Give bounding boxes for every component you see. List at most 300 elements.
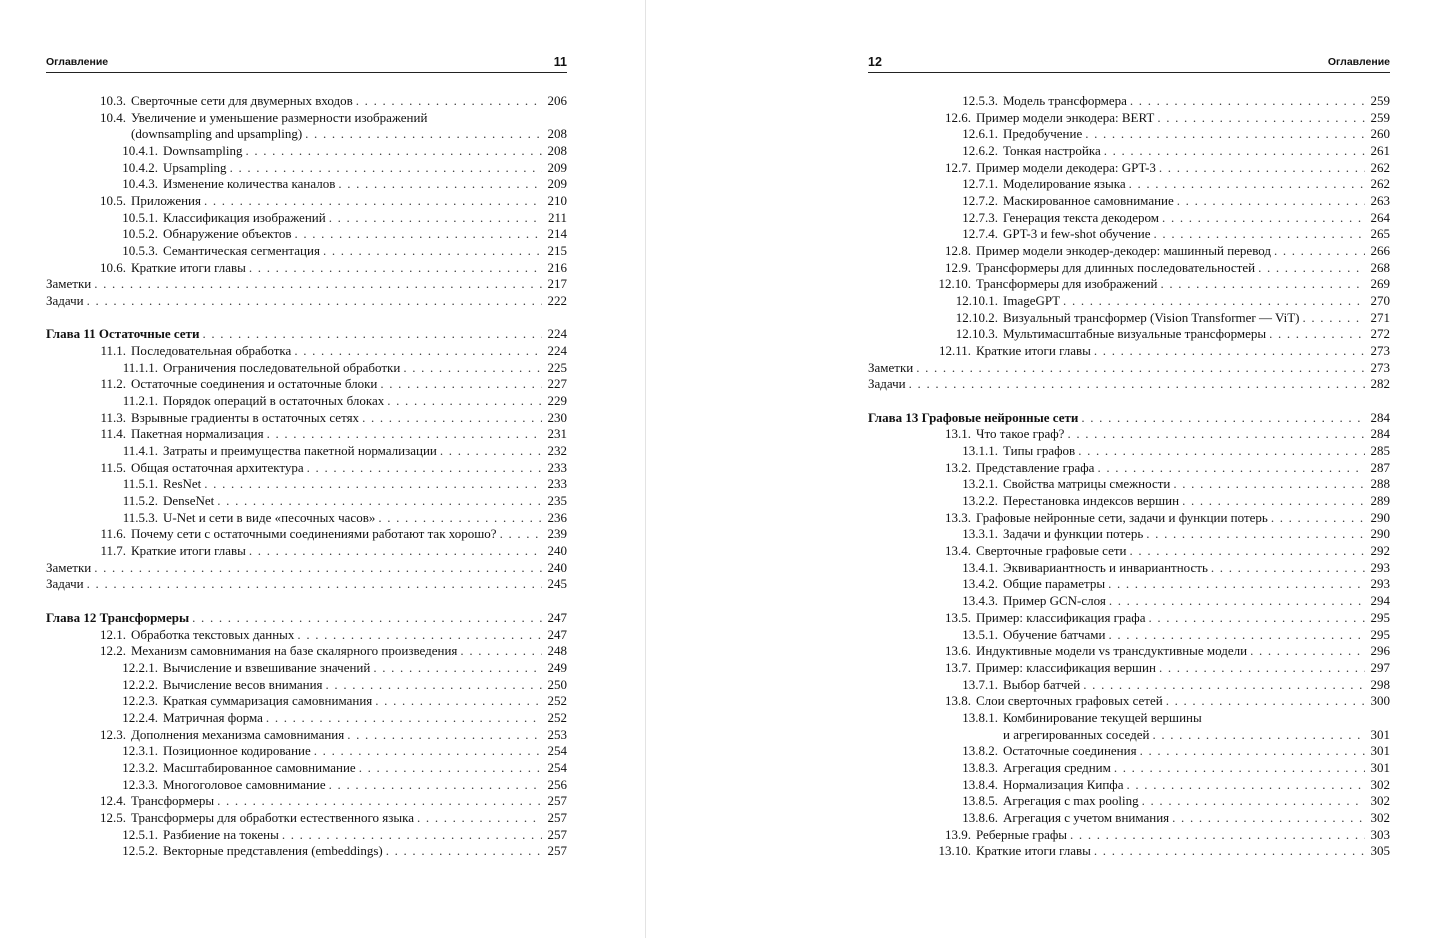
toc-entry — [46, 193, 567, 210]
toc-page-number: 239 — [547, 526, 567, 542]
toc-entry-number: 12.6.2. — [962, 143, 998, 159]
running-head — [46, 54, 567, 73]
toc-page-number: 233 — [547, 476, 567, 492]
toc-entry-number: 12.7.2. — [962, 193, 998, 209]
toc-leader-dots — [1109, 593, 1365, 610]
toc-entry — [868, 710, 1390, 727]
toc-page-number: 257 — [547, 793, 567, 809]
toc-page-number: 260 — [1370, 126, 1390, 142]
toc-entry-number: 12.6.1. — [962, 126, 998, 142]
toc-entry — [46, 743, 567, 760]
toc-page-number: 224 — [547, 343, 567, 359]
toc-leader-dots — [1269, 326, 1365, 343]
toc-entry-title: Пример: классификация графа — [976, 609, 1146, 625]
toc-page-number: 297 — [1370, 659, 1390, 675]
toc-page-number: 284 — [1370, 409, 1390, 425]
toc-entry-number: 10.6. — [100, 259, 126, 275]
toc-leader-dots — [204, 476, 542, 493]
toc-leader-dots — [1083, 677, 1365, 694]
toc-entry-title: Реберные графы — [976, 826, 1068, 842]
toc-entry — [46, 526, 567, 543]
toc-leader-dots — [249, 543, 542, 560]
toc-entry-title: Выбор батчей — [1003, 676, 1081, 692]
toc-entry — [46, 110, 567, 127]
toc-entry — [868, 276, 1390, 293]
toc-entry-title: Слои сверточных графовых сетей — [976, 693, 1163, 709]
page-number: 11 — [553, 55, 567, 69]
toc-entry-number: 13.4. — [945, 543, 971, 559]
toc-entry-number: 13.2. — [945, 459, 971, 475]
toc-chapter-entry — [868, 410, 1390, 427]
toc-entry-title: Глава 12 Трансформеры — [46, 609, 190, 625]
toc-entry — [46, 410, 567, 427]
toc-entry-number: 10.5.2. — [122, 226, 158, 242]
toc-page-number: 250 — [547, 676, 567, 692]
toc-entry-number: 10.4.1. — [122, 143, 158, 159]
toc-entry-title: Краткая суммаризация самовнимания — [163, 693, 373, 709]
toc-entry-title: Пример GCN-слоя — [1003, 593, 1106, 609]
toc-entry-title: Краткие итоги главы — [976, 843, 1091, 859]
toc-page-number: 301 — [1370, 743, 1390, 759]
toc-leader-dots — [1154, 226, 1365, 243]
toc-entry — [868, 777, 1390, 794]
toc-entry-number: 12.2.2. — [122, 676, 158, 692]
toc-entry-number: 13.4.3. — [962, 593, 998, 609]
toc-entry-number: 11.2.1. — [122, 393, 158, 409]
toc-page-number: 232 — [547, 443, 567, 459]
toc-entry-number: 13.8. — [945, 693, 971, 709]
toc-leader-dots — [1140, 743, 1365, 760]
toc-entry — [46, 276, 567, 293]
toc-leader-dots — [1152, 727, 1365, 744]
toc-leader-dots — [266, 710, 542, 727]
toc-entry-title: Графовые нейронные сети, задачи и функции потерь — [976, 509, 1268, 525]
toc-entry-title: Обнаружение объектов — [163, 226, 292, 242]
toc-leader-dots — [282, 827, 542, 844]
toc-entry-title: Разбиение на токены — [163, 826, 279, 842]
toc-entry-title: Вычисление и взвешивание значений — [163, 659, 371, 675]
toc-entry-title: Модель трансформера — [1003, 93, 1127, 108]
toc-leader-dots — [329, 777, 542, 794]
toc-entry — [868, 110, 1390, 127]
toc-entry — [868, 360, 1390, 377]
toc-entry-title: Почему сети с остаточными соединениями работают так хорошо? — [131, 526, 497, 542]
toc-page-number: 292 — [1370, 543, 1390, 559]
toc-page-number: 262 — [1370, 159, 1390, 175]
toc-leader-dots — [307, 460, 542, 477]
toc-page-number: 273 — [1370, 343, 1390, 359]
toc-leader-dots — [1271, 510, 1365, 527]
toc-entry-title: Семантическая сегментация — [163, 243, 320, 259]
toc-entry-title: Визуальный трансформер (Vision Transformer — ViT) — [1003, 309, 1300, 325]
toc-page-number: 247 — [547, 626, 567, 642]
toc-entry-number: 12.5.3. — [962, 93, 998, 108]
toc-entry-title: Ограничения последовательной обработки — [163, 359, 401, 375]
toc-leader-dots — [1173, 476, 1365, 493]
toc-page-number: 209 — [547, 176, 567, 192]
toc-page-number: 303 — [1370, 826, 1390, 842]
toc-page-number: 215 — [547, 243, 567, 259]
toc-page-number: 264 — [1370, 209, 1390, 225]
toc-entry-number: 12.7.1. — [962, 176, 998, 192]
toc-page-number: 217 — [547, 276, 567, 292]
toc-page-number: 271 — [1370, 309, 1390, 325]
toc-page-number: 256 — [547, 776, 567, 792]
toc-list — [46, 93, 567, 860]
toc-entry — [46, 243, 567, 260]
toc-entry — [46, 677, 567, 694]
toc-entry — [868, 126, 1390, 143]
toc-entry — [868, 660, 1390, 677]
toc-page-number: 301 — [1370, 726, 1390, 742]
toc-leader-dots — [1162, 210, 1365, 227]
toc-leader-dots — [217, 493, 542, 510]
toc-entry-title: Трансформеры — [131, 793, 215, 809]
toc-entry-title: Мультимасштабные визуальные трансформеры — [1003, 326, 1267, 342]
toc-entry-number: 12.10.3. — [955, 326, 998, 342]
toc-entry-number: 12.11. — [938, 343, 971, 359]
toc-leader-dots — [1114, 760, 1365, 777]
toc-entry — [46, 476, 567, 493]
toc-page-number: 259 — [1370, 109, 1390, 125]
toc-entry-number: 13.2.1. — [962, 476, 998, 492]
toc-page-number: 270 — [1370, 293, 1390, 309]
toc-leader-dots — [375, 693, 542, 710]
toc-entry — [868, 627, 1390, 644]
toc-entry — [868, 176, 1390, 193]
toc-entry — [46, 643, 567, 660]
toc-leader-dots — [1070, 827, 1365, 844]
toc-entry-title: Агрегация с учетом внимания — [1003, 809, 1170, 825]
toc-leader-dots — [417, 810, 542, 827]
toc-entry — [868, 543, 1390, 560]
toc-entry-title: Нормализация Кипфа — [1003, 776, 1124, 792]
toc-entry-title: Пример модели энкодер-декодер: машинный перевод — [976, 243, 1271, 259]
toc-page-number: 206 — [547, 93, 567, 108]
toc-entry — [46, 460, 567, 477]
toc-entry-number: 13.3.1. — [962, 526, 998, 542]
toc-leader-dots — [386, 843, 542, 860]
toc-page-number: 301 — [1370, 759, 1390, 775]
toc-entry-number: 12.10.2. — [955, 309, 998, 325]
toc-page-number: 210 — [547, 193, 567, 209]
toc-page-number: 294 — [1370, 593, 1390, 609]
toc-entry-number: 11.4.1. — [122, 443, 158, 459]
toc-entry — [46, 126, 567, 143]
toc-page-number: 216 — [547, 259, 567, 275]
toc-page-number: 302 — [1370, 776, 1390, 792]
toc-page-number: 252 — [547, 709, 567, 725]
toc-leader-dots — [916, 360, 1365, 377]
toc-entry — [46, 443, 567, 460]
toc-entry-number: 12.2. — [100, 643, 126, 659]
toc-leader-dots — [1081, 410, 1365, 427]
toc-entry-number: 13.8.2. — [962, 743, 998, 759]
toc-page-number: 290 — [1370, 526, 1390, 542]
toc-entry — [46, 143, 567, 160]
toc-page-number: 265 — [1370, 226, 1390, 242]
toc-entry — [868, 226, 1390, 243]
toc-leader-dots — [1274, 243, 1365, 260]
toc-entry-title: Глава 11 Остаточные сети — [46, 326, 200, 342]
toc-entry-title: Сверточные сети для двумерных входов — [131, 93, 353, 108]
toc-entry — [46, 843, 567, 860]
toc-page-number: 302 — [1370, 809, 1390, 825]
toc-entry-title: Обработка текстовых данных — [131, 626, 295, 642]
toc-leader-dots — [1094, 843, 1365, 860]
toc-entry-number: 11.3. — [100, 409, 126, 425]
toc-entry-title: Агрегация с max pooling — [1003, 793, 1139, 809]
toc-entry — [868, 93, 1390, 110]
toc-page-number: 236 — [547, 509, 567, 525]
toc-entry-title: Представление графа — [976, 459, 1095, 475]
toc-page-number: 245 — [547, 576, 567, 592]
toc-page-number: 224 — [547, 326, 567, 342]
toc-entry-number: 11.7. — [100, 543, 126, 559]
toc-entry-title: Глава 13 Графовые нейронные сети — [868, 409, 1079, 425]
toc-entry-title: Общие параметры — [1003, 576, 1106, 592]
toc-leader-dots — [1094, 343, 1365, 360]
toc-entry — [868, 760, 1390, 777]
toc-entry — [868, 160, 1390, 177]
toc-entry — [868, 593, 1390, 610]
toc-entry-title: Краткие итоги главы — [976, 343, 1091, 359]
toc-leader-dots — [217, 793, 542, 810]
toc-entry-title: Задачи и функции потерь — [1003, 526, 1144, 542]
toc-chapter-entry — [46, 610, 567, 627]
toc-page-number: 248 — [547, 643, 567, 659]
toc-page-number: 259 — [1370, 93, 1390, 108]
toc-leader-dots — [1130, 543, 1365, 560]
toc-entry — [868, 643, 1390, 660]
toc-entry-title: Краткие итоги главы — [131, 259, 246, 275]
toc-leader-dots — [1211, 560, 1365, 577]
toc-leader-dots — [1085, 126, 1365, 143]
toc-entry-title: Типы графов — [1003, 443, 1076, 459]
toc-entry — [868, 493, 1390, 510]
toc-entry — [46, 727, 567, 744]
toc-leader-dots — [1104, 143, 1365, 160]
toc-entry-title: ResNet — [163, 476, 202, 492]
toc-leader-dots — [373, 660, 542, 677]
toc-entry-title: Изменение количества каналов — [163, 176, 336, 192]
toc-entry — [46, 493, 567, 510]
toc-entry — [46, 293, 567, 310]
toc-list — [868, 93, 1390, 860]
toc-entry-title: Тонкая настройка — [1003, 143, 1101, 159]
left-page — [0, 0, 645, 938]
toc-entry-number: 12.5.1. — [122, 826, 158, 842]
toc-entry-title: Индуктивные модели vs трансдуктивные модели — [976, 643, 1248, 659]
running-head-title: Оглавление — [46, 56, 109, 68]
toc-entry — [868, 143, 1390, 160]
toc-entry-number: 13.8.1. — [962, 709, 998, 725]
toc-entry-title: Downsampling — [163, 143, 243, 159]
toc-entry-number: 13.4.1. — [962, 559, 998, 575]
toc-entry-number: 10.4.2. — [122, 159, 158, 175]
toc-page-number: 233 — [547, 459, 567, 475]
toc-entry-number: 11.2. — [100, 376, 126, 392]
toc-page-number: 269 — [1370, 276, 1390, 292]
toc-leader-dots — [1182, 493, 1365, 510]
toc-chapter-entry — [46, 326, 567, 343]
toc-entry — [868, 576, 1390, 593]
toc-entry-number: 12.3.2. — [122, 759, 158, 775]
toc-entry — [868, 210, 1390, 227]
toc-entry-number: 13.5. — [945, 609, 971, 625]
toc-entry-number: 13.4.2. — [962, 576, 998, 592]
toc-entry-number: 13.9. — [945, 826, 971, 842]
toc-entry-title: Многоголовое самовнимание — [163, 776, 326, 792]
toc-entry-number: 11.5. — [100, 459, 126, 475]
toc-entry — [46, 393, 567, 410]
toc-entry — [46, 760, 567, 777]
toc-entry-title: Свойства матрицы смежности — [1003, 476, 1171, 492]
toc-leader-dots — [1148, 610, 1365, 627]
toc-page-number: 268 — [1370, 259, 1390, 275]
toc-entry-title: Позиционное кодирование — [163, 743, 311, 759]
toc-entry-title: Заметки — [868, 359, 914, 375]
toc-leader-dots — [1177, 193, 1365, 210]
toc-page-number: 272 — [1370, 326, 1390, 342]
toc-entry-number: 13.5.1. — [962, 626, 998, 642]
toc-entry-number: 10.5.3. — [122, 243, 158, 259]
toc-page-number: 231 — [547, 426, 567, 442]
toc-page-number: 225 — [547, 359, 567, 375]
toc-entry — [868, 426, 1390, 443]
toc-entry-number: 13.2.2. — [962, 493, 998, 509]
toc-page-number: 266 — [1370, 243, 1390, 259]
toc-entry — [868, 727, 1390, 744]
toc-page-number: 295 — [1370, 609, 1390, 625]
toc-page-number: 229 — [547, 393, 567, 409]
toc-entry-title: Приложения — [131, 193, 201, 209]
toc-entry-title: Что такое граф? — [976, 426, 1065, 442]
toc-entry-number: 11.6. — [100, 526, 126, 542]
toc-entry — [46, 777, 567, 794]
toc-leader-dots — [378, 510, 542, 527]
toc-entry-title: Задачи — [46, 576, 84, 592]
toc-page-number: 208 — [547, 126, 567, 142]
toc-leader-dots — [380, 376, 542, 393]
toc-entry — [46, 576, 567, 593]
toc-entry-number: 10.5.1. — [122, 209, 158, 225]
toc-entry-title: Предобучение — [1003, 126, 1083, 142]
toc-entry — [868, 293, 1390, 310]
toc-entry-number: 12.6. — [945, 109, 971, 125]
toc-entry — [46, 376, 567, 393]
toc-entry — [46, 810, 567, 827]
toc-entry-title: Порядок операций в остаточных блоках — [163, 393, 385, 409]
toc-leader-dots — [1166, 693, 1365, 710]
toc-entry-title: DenseNet — [163, 493, 215, 509]
toc-entry-title: Взрывные градиенты в остаточных сетях — [131, 409, 360, 425]
toc-entry-number: 13.3. — [945, 509, 971, 525]
toc-page-number: 235 — [547, 493, 567, 509]
toc-leader-dots — [1108, 627, 1365, 644]
toc-entry-number: 11.5.1. — [122, 476, 158, 492]
toc-leader-dots — [326, 677, 542, 694]
toc-entry — [868, 376, 1390, 393]
toc-leader-dots — [1097, 460, 1365, 477]
toc-entry — [46, 543, 567, 560]
toc-entry-title: U-Net и сети в виде «песочных часов» — [163, 509, 376, 525]
toc-entry-number: 12.3.1. — [122, 743, 158, 759]
toc-leader-dots — [87, 293, 542, 310]
toc-leader-dots — [1142, 793, 1365, 810]
toc-entry — [868, 810, 1390, 827]
toc-entry — [868, 560, 1390, 577]
toc-page-number: 287 — [1370, 459, 1390, 475]
toc-page-number: 222 — [547, 293, 567, 309]
toc-entry-title: ImageGPT — [1003, 293, 1061, 309]
toc-entry-title: Механизм самовнимания на базе скалярного произведения — [131, 643, 458, 659]
toc-entry — [868, 260, 1390, 277]
toc-leader-dots — [1127, 777, 1366, 794]
toc-entry-title: Масштабированное самовнимание — [163, 759, 356, 775]
toc-page-number: 302 — [1370, 793, 1390, 809]
toc-entry-title: и агрегированных соседей — [1003, 726, 1150, 742]
toc-entry-number: 12.5. — [100, 809, 126, 825]
toc-page-number: 305 — [1370, 843, 1390, 859]
running-head — [868, 54, 1390, 73]
toc-entry — [868, 326, 1390, 343]
toc-entry-title: Вычисление весов внимания — [163, 676, 323, 692]
toc-page-number: 249 — [547, 659, 567, 675]
toc-entry — [868, 677, 1390, 694]
toc-entry — [868, 443, 1390, 460]
toc-entry — [868, 693, 1390, 710]
toc-entry — [46, 560, 567, 577]
toc-entry-title: GPT-3 и few-shot обучение — [1003, 226, 1151, 242]
running-head-title: Оглавление — [1327, 56, 1390, 68]
toc-entry-title: Пакетная нормализация — [131, 426, 264, 442]
toc-leader-dots — [192, 610, 542, 627]
toc-leader-dots — [1159, 160, 1365, 177]
toc-leader-dots — [87, 576, 542, 593]
toc-entry-title: Задачи — [868, 376, 906, 392]
toc-entry-title: Увеличение и уменьшение размерности изображений — [131, 109, 428, 125]
toc-entry-title: Эквивариантность и инвариантность — [1003, 559, 1208, 575]
toc-entry — [46, 160, 567, 177]
toc-leader-dots — [1108, 576, 1365, 593]
toc-leader-dots — [1258, 260, 1365, 277]
toc-leader-dots — [1161, 276, 1366, 293]
toc-entry — [868, 610, 1390, 627]
toc-leader-dots — [314, 743, 542, 760]
toc-entry-number: 12.9. — [945, 259, 971, 275]
toc-entry — [868, 510, 1390, 527]
toc-leader-dots — [1172, 810, 1365, 827]
toc-entry-title: Классификация изображений — [163, 209, 326, 225]
toc-entry-title: Сверточные графовые сети — [976, 543, 1127, 559]
toc-page-number: 263 — [1370, 193, 1390, 209]
toc-page-number: 257 — [547, 843, 567, 859]
toc-entry-title: Пример модели энкодера: BERT — [976, 109, 1155, 125]
toc-leader-dots — [94, 276, 542, 293]
toc-entry — [46, 710, 567, 727]
toc-entry-number: 10.4. — [100, 109, 126, 125]
toc-entry — [46, 693, 567, 710]
toc-entry-title: Дополнения механизма самовнимания — [131, 726, 345, 742]
toc-entry-title: Затраты и преимущества пакетной нормализации — [163, 443, 437, 459]
toc-entry-title: Пример модели декодера: GPT-3 — [976, 159, 1156, 175]
toc-entry-title: Общая остаточная архитектура — [131, 459, 304, 475]
toc-entry-title: Краткие итоги главы — [131, 543, 246, 559]
toc-entry-number: 12.7. — [945, 159, 971, 175]
toc-entry-number: 11.1. — [100, 343, 126, 359]
toc-page-number: 252 — [547, 693, 567, 709]
